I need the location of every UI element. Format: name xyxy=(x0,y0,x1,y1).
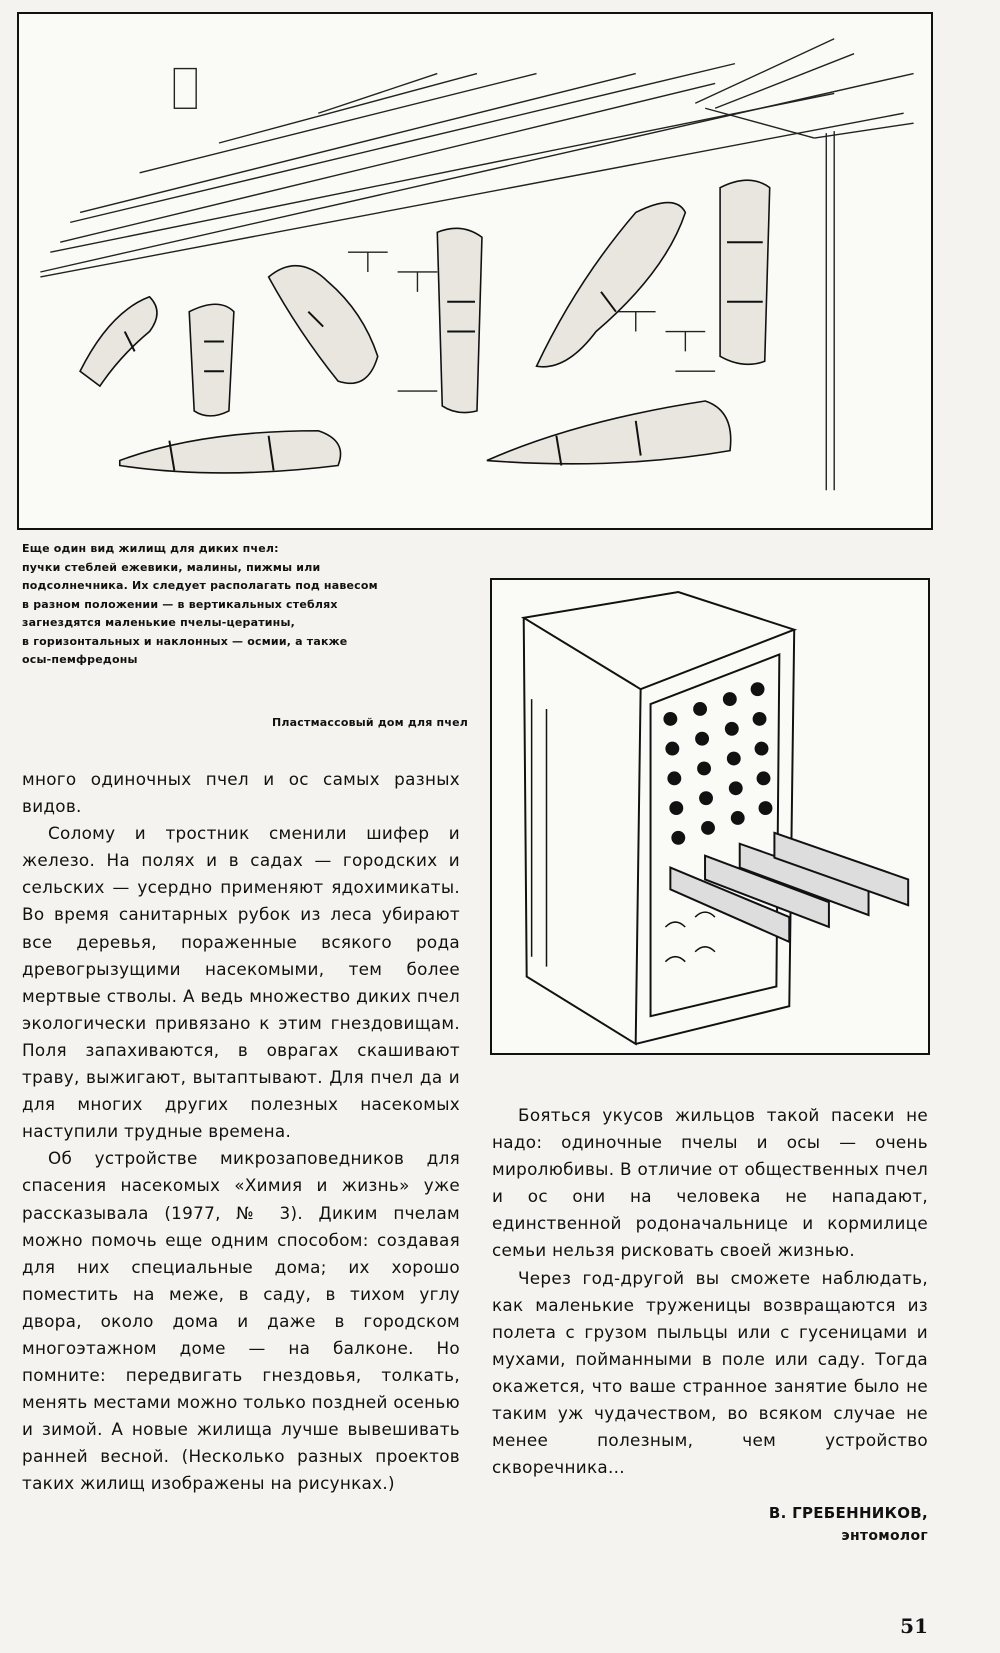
right-paragraph-2: Через год-другой вы сможете наблюдать, как маленькие труженицы возвращаются из полета с грузом пыльцы или с гусеницами и мухами, пойманными в поле или саду. Тогда окажется, что ваше странное занятие было не таким уж чудачеством, во всяком случае не менее полезным, чем устройство скворечника... xyxy=(492,1267,928,1478)
left-paragraph-1: много одиночных пчел и ос самых разных видов. xyxy=(22,769,460,817)
author-role: энтомолог xyxy=(841,1528,928,1544)
left-paragraph-2: Солому и тростник сменили шифер и железо. На полях и в садах — городских и сельских — усердно применяют ядохимикаты. Во время санитарных рубок из леса убирают все деревья, пораженные всякого рода древогрызущими насекомыми, тем более мертвые стволы. А ведь множество диких пчел экологически привязано к этим гнездовищам. Поля запахиваются, в оврагах скашивают траву, выжигают, вытаптывают. Для пчел да и для многих других полезных насекомых наступили трудные времена. xyxy=(22,823,460,1142)
right-paragraph-1: Бояться укусов жильцов такой пасеки не надо: одиночные пчелы и осы — очень миролюбивы. В отличие от общественных пчел и ос они на человека не нападают, единственной родоначальнице и кормилице семьи нельзя рисковать своей жизнью. xyxy=(492,1105,928,1261)
bee-house-caption: Пластмассовый дом для пчел xyxy=(271,716,468,729)
left-paragraph-3: Об устройстве микрозаповедников для спасения насекомых «Химия и жизнь» уже рассказывала (1977, № 3). Диким пчелам можно помочь еще одним способом: создавая для них специальные дома; их хорошо поместить на меже, в саду, в тихом углу двора, около дома и даже в городском многоэтажном доме — на балконе. Но помните: передвигать гнездовья, толкать, менять местами можно только поздней осенью и зимой. А новые жилища лучше вывешивать ранней весной. (Несколько разных проектов таких жилищ изображены на рисунках.) xyxy=(22,1148,460,1494)
left-text-column xyxy=(22,766,460,1498)
top-figure-caption: Еще один вид жилищ для диких пчел: пучки стеблей ежевики, малины, пижмы или подсолнечника. Их следует располагать под навесом в разном положении — в вертикальных стеблях загнездятся маленькие пчелы-цератины, в горизонтальных и наклонных — осмии, а также осы-пемфредоны xyxy=(22,542,378,666)
right-text-column xyxy=(492,1102,928,1481)
stem-bundles-under-eave-drawing-icon xyxy=(19,14,931,528)
top-illustration xyxy=(17,12,933,530)
author-name: В. ГРЕБЕННИКОВ, xyxy=(768,1504,928,1522)
bee-house-illustration xyxy=(490,578,930,1055)
plastic-bee-house-drawing-icon xyxy=(492,580,928,1053)
page-number: 51 xyxy=(900,1614,928,1638)
